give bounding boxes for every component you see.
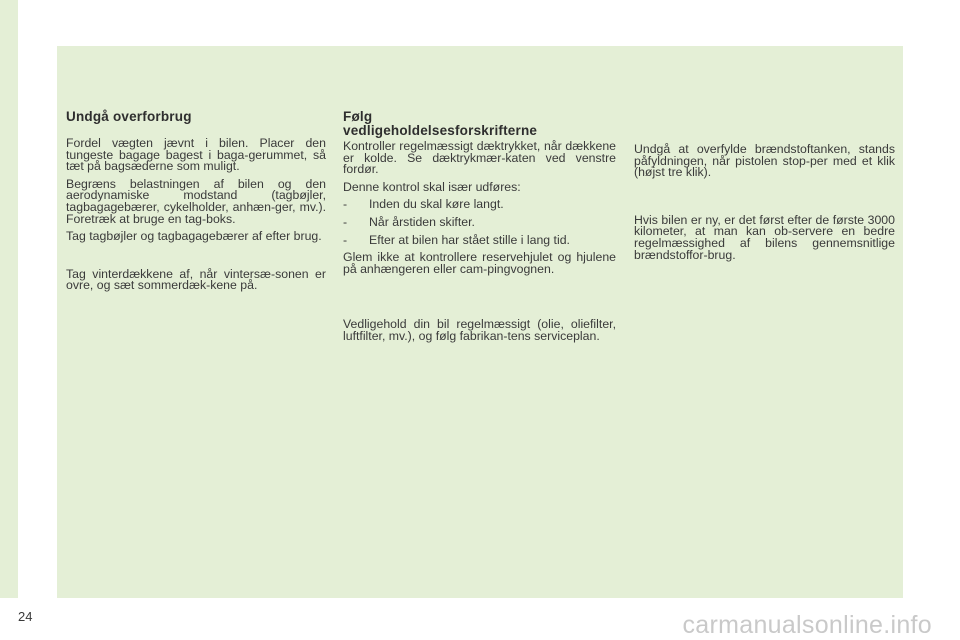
paragraph-fuel-tank: Undgå at overfylde brændstoftanken, stands påfyldningen, når pistolen stop-per med et klik (højst tre klik).: [634, 142, 895, 180]
spacer: [343, 281, 616, 319]
list-item: - Inden du skal køre langt.: [343, 197, 504, 212]
paragraph-load: Begræns belastningen af bilen og den aerodynamiske modstand (tagbøjler, tagbagagebærer, cykelholder, anhæn-ger, mv.). Foretræk at bruge en tag-boks.: [66, 176, 326, 226]
paragraph-service-plan: Vedligehold din bil regelmæssigt (olie, oliefilter, luftfilter, mv.), og følg fabrikan-tens serviceplan.: [343, 317, 616, 343]
list-item: - Når årstiden skifter.: [343, 214, 475, 229]
paragraph-tyre-pressure: Kontroller regelmæssigt dæktrykket, når dækkene er kolde. Se dæktrykmær-katen ved venstre fordør.: [343, 139, 616, 177]
check-list: [343, 199, 616, 246]
heading-overconsumption: Undgå overforbrug: [66, 109, 192, 124]
column-maintenance: [343, 110, 616, 349]
paragraph-roof-bars: Tag tagbøjler og tagbagagebærer af efter brug.: [66, 229, 322, 244]
heading-maintenance-line1: Følg: [343, 109, 373, 124]
column-overconsumption: [66, 110, 326, 298]
page-number: 24: [18, 609, 33, 624]
paragraph-check-when: Denne kontrol skal især udføres:: [343, 179, 521, 194]
heading-maintenance-line2: vedligeholdelsesforskrifterne: [343, 123, 538, 138]
list-item: - Efter at bilen har stået stille i lang tid.: [343, 232, 570, 247]
paragraph-spare-wheel: Glem ikke at kontrollere reservehjulet og hjulene på anhængeren eller cam-pingvognen.: [343, 250, 616, 276]
spacer: [634, 185, 895, 215]
paragraph-winter-tyres: Tag vinterdækkene af, når vintersæ-sonen er ovre, og sæt sommerdæk-kene på.: [66, 266, 326, 293]
paragraph-luggage: Fordel vægten jævnt i bilen. Placer den tungeste bagage bagest i baga-gerummet, så tæt på bagsæderne som muligt.: [66, 136, 326, 174]
column-fuel: [634, 144, 895, 267]
spacer: [66, 249, 326, 269]
watermark: carmanualsonline.info: [682, 611, 932, 639]
page-edge-strip: [0, 0, 18, 598]
paragraph-new-car: Hvis bilen er ny, er det først efter de første 3000 kilometer, at man kan ob-servere en bedre regelmæssighed af bilens gennemsnitlige brændstoffor-brug.: [634, 212, 895, 262]
heading-maintenance: [343, 110, 616, 138]
